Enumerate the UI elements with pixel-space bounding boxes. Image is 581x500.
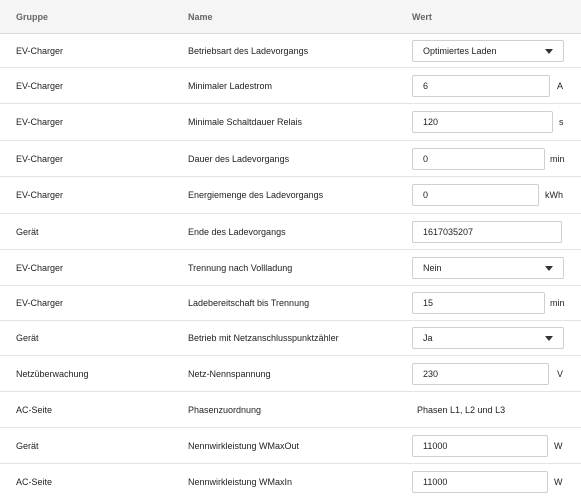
table-row-operating-mode	[0, 34, 581, 68]
row-name: Phasenzuordnung	[188, 404, 262, 415]
table-row-min-relay-switch-time	[0, 104, 581, 141]
row-name: Betrieb mit Netzanschlusspunktzähler	[188, 333, 339, 343]
nominal-power-in-input[interactable]: 11000	[412, 471, 548, 493]
row-name: Minimaler Ladestrom	[188, 80, 273, 91]
operating-mode-value: Optimiertes Laden	[423, 45, 497, 56]
grid-meter-operation-select[interactable]	[412, 327, 564, 349]
row-value-cell	[412, 250, 581, 285]
row-value-cell	[412, 104, 581, 140]
phase-assignment-value: Phasen L1, L2 und L3	[417, 404, 506, 415]
nominal-grid-voltage-input[interactable]: 230	[412, 363, 549, 385]
row-group: Netzüberwachung	[16, 368, 89, 379]
chevron-down-icon	[545, 49, 553, 54]
row-value-cell	[412, 34, 581, 67]
unit-label: min	[550, 153, 565, 164]
row-name: Betriebsart des Ladevorgangs	[188, 45, 309, 56]
charging-energy-input[interactable]: 0	[412, 184, 539, 206]
min-charging-current-input[interactable]: 6	[412, 75, 550, 97]
table-header	[0, 0, 581, 34]
table-row-grid-meter-operation	[0, 321, 581, 356]
table-row-charging-energy	[0, 177, 581, 214]
unit-label: s	[559, 117, 564, 127]
table-row-min-charging-current	[0, 68, 581, 104]
grid-meter-operation-value: Ja	[423, 333, 433, 343]
row-name: Ende des Ladevorgangs	[188, 226, 286, 237]
table-row-ready-until-disconnect	[0, 286, 581, 321]
row-group: Gerät	[16, 226, 39, 237]
row-value-cell	[412, 428, 581, 463]
row-group: EV-Charger	[16, 80, 64, 91]
chevron-down-icon	[545, 266, 553, 271]
row-group: AC-Seite	[16, 477, 53, 487]
row-value-cell	[412, 392, 581, 427]
unit-label: A	[557, 80, 564, 91]
disconnect-after-full-charge-select[interactable]	[412, 257, 564, 279]
header-name: Name	[188, 11, 213, 22]
disconnect-after-full-charge-value: Nein	[423, 262, 442, 273]
row-name: Energiemenge des Ladevorgangs	[188, 190, 324, 200]
row-value-cell	[412, 141, 581, 176]
chevron-down-icon	[545, 336, 553, 341]
unit-label: kWh	[545, 190, 563, 200]
row-value-cell	[412, 321, 581, 355]
unit-label: V	[557, 368, 564, 379]
row-name: Netz-Nennspannung	[188, 368, 271, 379]
row-value-cell	[412, 177, 581, 213]
row-name: Nennwirkleistung WMaxIn	[188, 477, 293, 487]
row-group: EV-Charger	[16, 298, 64, 308]
table-row-nominal-power-out	[0, 428, 581, 464]
table-row-nominal-power-in	[0, 464, 581, 500]
row-group: EV-Charger	[16, 117, 64, 127]
header-group: Gruppe	[16, 11, 49, 22]
row-group: Gerät	[16, 333, 39, 343]
table-row-nominal-grid-voltage	[0, 356, 581, 392]
row-name: Ladebereitschaft bis Trennung	[188, 298, 310, 308]
operating-mode-select[interactable]	[412, 40, 564, 62]
ready-until-disconnect-input[interactable]: 15	[412, 292, 545, 314]
row-name: Trennung nach Vollladung	[188, 262, 293, 273]
row-group: EV-Charger	[16, 45, 64, 56]
row-group: EV-Charger	[16, 190, 64, 200]
unit-label: min	[550, 298, 565, 308]
row-value-cell	[412, 68, 581, 103]
nominal-power-out-input[interactable]: 11000	[412, 435, 548, 457]
row-group: EV-Charger	[16, 262, 64, 273]
charging-duration-input[interactable]: 0	[412, 148, 545, 170]
table-row-phase-assignment	[0, 392, 581, 428]
row-group: EV-Charger	[16, 153, 64, 164]
row-group: Gerät	[16, 440, 39, 451]
table-row-charging-duration	[0, 141, 581, 177]
min-relay-switch-time-input[interactable]: 120	[412, 111, 553, 133]
row-name: Minimale Schaltdauer Relais	[188, 117, 303, 127]
row-value-cell	[412, 356, 581, 391]
table-row-charging-end	[0, 214, 581, 250]
charging-end-input[interactable]: 1617035207	[412, 221, 562, 243]
row-value-cell	[412, 286, 581, 320]
header-value: Wert	[412, 11, 432, 22]
row-value-cell	[412, 464, 581, 500]
row-group: AC-Seite	[16, 404, 53, 415]
table-row-disconnect-after-full-charge	[0, 250, 581, 286]
row-name: Nennwirkleistung WMaxOut	[188, 440, 300, 451]
row-value-cell	[412, 214, 581, 249]
row-name: Dauer des Ladevorgangs	[188, 153, 290, 164]
unit-label: W	[554, 477, 563, 487]
unit-label: W	[554, 440, 563, 451]
